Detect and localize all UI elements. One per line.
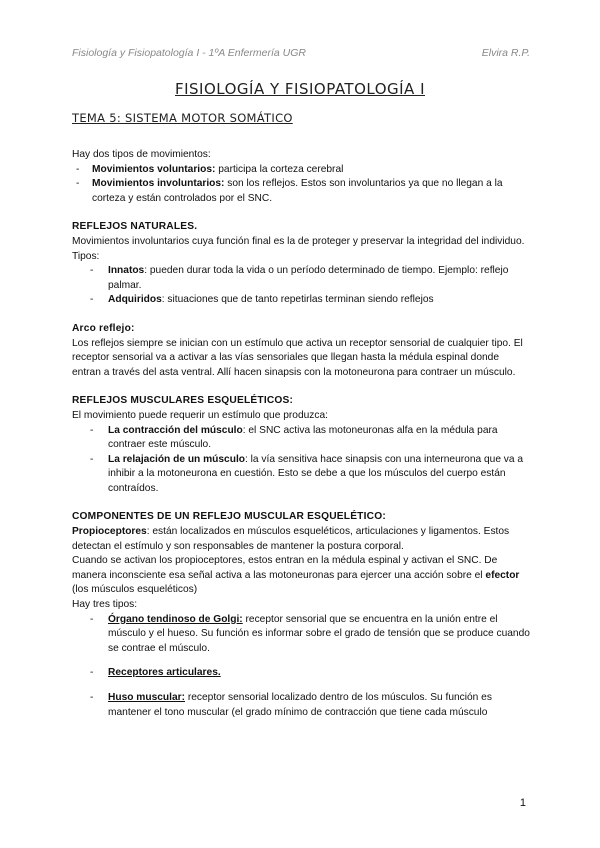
section-heading: COMPONENTES DE UN REFLEJO MUSCULAR ESQUELÉTICO: — [72, 511, 386, 523]
header-right: Elvira R.P. — [481, 47, 530, 59]
list-item: - Movimientos involuntarios: son los reflejos. Estos son involuntarios ya que no llegan a la corteza y están controlados por el SNC. — [76, 178, 503, 204]
list-item: - Receptores articulares. — [90, 667, 221, 679]
section-text: Movimientos involuntarios cuya función final es la de proteger y preservar la integridad del individuo. Tipos: — [72, 235, 525, 262]
header-left: Fisiología y Fisiopatología I - 1ºA Enfermería UGR — [72, 47, 306, 59]
section-text: Hay tres tipos: — [72, 599, 138, 611]
page-subtitle: TEMA 5: SISTEMA MOTOR SOMÁTICO — [72, 111, 293, 125]
document-body — [72, 148, 530, 720]
list-item: - Huso muscular: receptor sensorial localizado dentro de los músculos. Su función es mantener el tono muscular (el grado mínimo de contracción que tiene cada músculo — [90, 692, 492, 718]
list-item: - Adquiridos: situaciones que de tanto repetirlas terminan siendo reflejos — [90, 294, 434, 306]
intro-text: Hay dos tipos de movimientos: — [72, 149, 211, 160]
section-text: Cuando se activan los propioceptores, estos entran en la médula espinal y activan el SNC. De manera inconsciente esa señal activa a las motoneuronas para ejercer una acción sobre el efector (los músculos esqueléticos) — [72, 555, 520, 596]
section-heading: Arco reflejo: — [72, 322, 135, 334]
section-text: Los reflejos siempre se inician con un estímulo que activa un receptor sensorial de cualquier tipo. El receptor sensorial va a activar a las vías sensoriales que llegan hasta la médula espinal donde entran a través del asta ventral. Allí hacen sinapsis con la motoneurona para contraer un músculo. — [72, 337, 523, 378]
section-heading: REFLEJOS MUSCULARES ESQUELÉTICOS: — [72, 395, 294, 407]
page-number: 1 — [519, 797, 526, 809]
list-item: - Innatos: pueden durar toda la vida o un período determinado de tiempo. Ejemplo: reflejo palmar. — [90, 265, 509, 291]
list-item: - Movimientos voluntarios: participa la corteza cerebral — [76, 163, 344, 175]
section-heading: REFLEJOS NATURALES. — [72, 221, 198, 233]
list-item: - La relajación de un músculo: la vía sensitiva hace sinapsis con una interneurona que va a inhibir a la motoneurona en cuestión. Esto se debe a que los músculos del cuerpo están contraídos. — [90, 453, 524, 494]
page-title: FISIOLOGÍA Y FISIOPATOLOGÍA I — [174, 80, 426, 98]
section-text: Propioceptores: están localizados en músculos esqueléticos, articulaciones y ligamentos. Estos detectan el estímulo y son responsables de mantener la postura corporal. — [72, 526, 510, 552]
section-text: El movimiento puede requerir un estímulo que produzca: — [72, 409, 328, 421]
list-item: - La contracción del músculo: el SNC activa las motoneuronas alfa en la médula para contraer este músculo. — [90, 424, 498, 451]
list-item: - Órgano tendinoso de Golgi: receptor sensorial que se encuentra en la unión entre el músculo y el hueso. Su función es informar sobre el grado de tensión que se produce cuando se contrae el músculo. — [90, 613, 530, 654]
